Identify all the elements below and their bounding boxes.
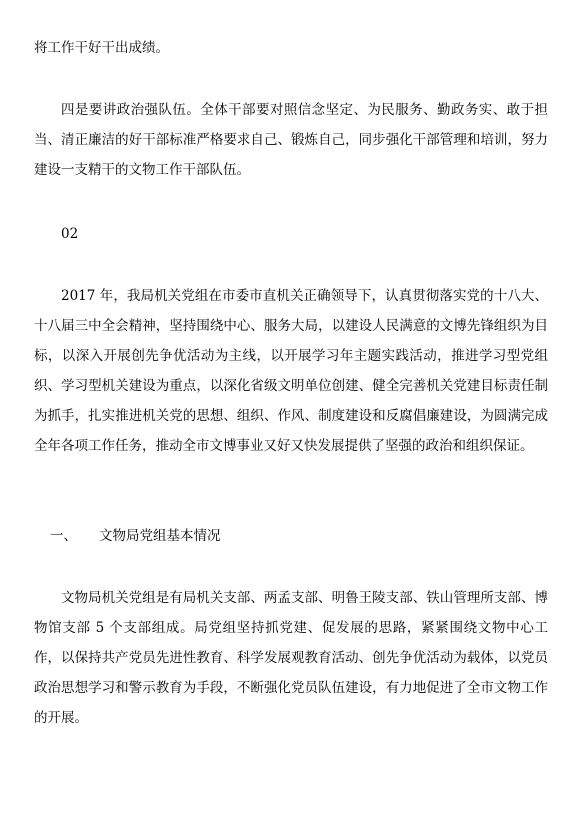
paragraph-overview: 文物局机关党组是有局机关支部、两孟支部、明鲁王陵支部、铁山管理所支部、博物馆支部 5 个支部组成。局党组坚持抓党建、促发展的思路，紧紧围绕文物中心工作，以保持共产党员先进性教育、科学发展观教育活动、创先争优活动为载体，以党员政治思想学习和警示教育为手段，不断强化党员队伍建设，有力地促进了全市文物工作的开展。 <box>34 590 548 726</box>
section-number: 02 <box>61 226 79 242</box>
paragraph-four: 四是要讲政治强队伍。全体干部要对照信念坚定、为民服务、勤政务实、敢于担当、清正廉洁的好干部标准严格要求自己、锻炼自己，同步强化干部管理和培训，努力建设一支精干的文物工作干部队伍。 <box>34 102 548 178</box>
heading-number: 一、 <box>50 528 77 544</box>
paragraph-continuation: 将工作干好干出成绩。 <box>34 40 169 56</box>
section-heading <box>34 521 548 551</box>
heading-title: 文物局党组基本情况 <box>99 528 221 544</box>
paragraph-2017: 2017 年，我局机关党组在市委市直机关正确领导下，认真贯彻落实党的十八大、十八届三中全会精神，坚持围绕中心、服务大局，以建设人民满意的文博先锋组织为目标，以深入开展创先争优活动为主线，以开展学习年主题实践活动，推进学习型党组织、学习型机关建设为重点，以深化省级文明单位创建、健全完善机关党建目标责任制为抓手，扎实推进机关党的思想、组织、作风、制度建设和反腐倡廉建设，为圆满完成全年各项工作任务，推动全市文博事业又好又快发展提供了坚强的政治和组织保证。 <box>34 288 548 454</box>
